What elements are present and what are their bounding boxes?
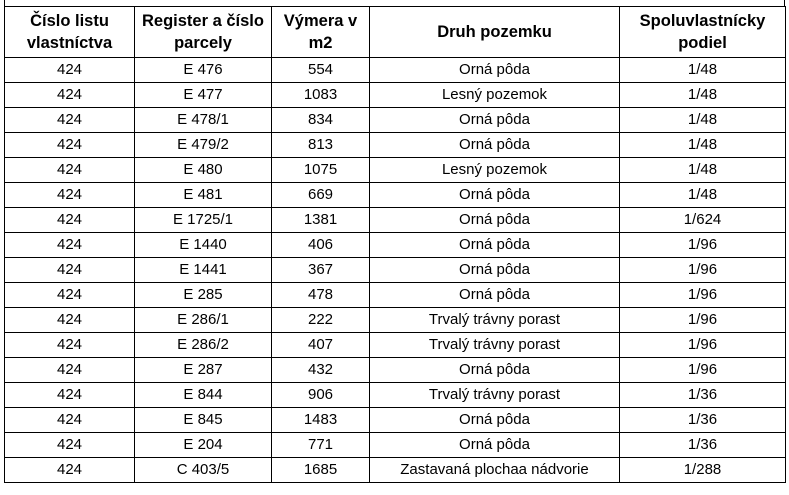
cell-land-type: Orná pôda: [370, 183, 620, 208]
cell-land-type: Trvalý trávny porast: [370, 383, 620, 408]
cell-register-parcel-number: E 481: [135, 183, 272, 208]
cell-ownership-sheet-number: 424: [5, 108, 135, 133]
cell-register-parcel-number: E 478/1: [135, 108, 272, 133]
cell-area-m2: 1483: [272, 408, 370, 433]
cell-ownership-sheet-number: 424: [5, 408, 135, 433]
cell-land-type: Lesný pozemok: [370, 158, 620, 183]
cell-register-parcel-number: E 286/1: [135, 308, 272, 333]
cell-register-parcel-number: E 285: [135, 283, 272, 308]
table-body: [5, 58, 786, 483]
cell-co-ownership-share: 1/96: [620, 233, 786, 258]
cell-register-parcel-number: E 480: [135, 158, 272, 183]
cell-register-parcel-number: E 287: [135, 358, 272, 383]
cell-ownership-sheet-number: 424: [5, 158, 135, 183]
cell-co-ownership-share: 1/96: [620, 358, 786, 383]
cell-co-ownership-share: 1/48: [620, 158, 786, 183]
table-row: [5, 183, 786, 208]
table-row: [5, 58, 786, 83]
cell-land-type: Orná pôda: [370, 433, 620, 458]
cell-register-parcel-number: E 845: [135, 408, 272, 433]
table-row: [5, 358, 786, 383]
cell-register-parcel-number: C 403/5: [135, 458, 272, 483]
cell-register-parcel-number: E 1440: [135, 233, 272, 258]
cell-area-m2: 367: [272, 258, 370, 283]
cell-ownership-sheet-number: 424: [5, 458, 135, 483]
table-header: [5, 7, 786, 58]
cell-co-ownership-share: 1/36: [620, 433, 786, 458]
cell-area-m2: 554: [272, 58, 370, 83]
cell-register-parcel-number: E 476: [135, 58, 272, 83]
cell-co-ownership-share: 1/96: [620, 258, 786, 283]
cell-register-parcel-number: E 204: [135, 433, 272, 458]
cell-register-parcel-number: E 479/2: [135, 133, 272, 158]
cell-co-ownership-share: 1/624: [620, 208, 786, 233]
parcel-table-container: [4, 6, 785, 483]
cell-area-m2: 813: [272, 133, 370, 158]
cell-area-m2: 406: [272, 233, 370, 258]
cell-ownership-sheet-number: 424: [5, 208, 135, 233]
cell-land-type: Orná pôda: [370, 258, 620, 283]
table-row: [5, 383, 786, 408]
cell-ownership-sheet-number: 424: [5, 233, 135, 258]
header-co-ownership-share: Spoluvlastnícky podiel: [620, 7, 786, 58]
table-row: [5, 308, 786, 333]
cell-ownership-sheet-number: 424: [5, 283, 135, 308]
cell-area-m2: 1685: [272, 458, 370, 483]
cell-co-ownership-share: 1/96: [620, 308, 786, 333]
cell-ownership-sheet-number: 424: [5, 83, 135, 108]
cell-register-parcel-number: E 286/2: [135, 333, 272, 358]
cell-land-type: Trvalý trávny porast: [370, 333, 620, 358]
cell-area-m2: 407: [272, 333, 370, 358]
cell-land-type: Zastavaná plochaa nádvorie: [370, 458, 620, 483]
cell-area-m2: 906: [272, 383, 370, 408]
table-row: [5, 208, 786, 233]
cell-ownership-sheet-number: 424: [5, 433, 135, 458]
cell-co-ownership-share: 1/36: [620, 408, 786, 433]
cell-ownership-sheet-number: 424: [5, 183, 135, 208]
cell-land-type: Orná pôda: [370, 108, 620, 133]
table-row: [5, 158, 786, 183]
table-row: [5, 333, 786, 358]
cell-co-ownership-share: 1/48: [620, 183, 786, 208]
cell-co-ownership-share: 1/48: [620, 83, 786, 108]
cell-land-type: Orná pôda: [370, 58, 620, 83]
table-row: [5, 108, 786, 133]
header-register-parcel-number: Register a číslo parcely: [135, 7, 272, 58]
cell-land-type: Orná pôda: [370, 233, 620, 258]
table-row: [5, 233, 786, 258]
cell-area-m2: 478: [272, 283, 370, 308]
cell-land-type: Orná pôda: [370, 358, 620, 383]
cell-co-ownership-share: 1/96: [620, 283, 786, 308]
cell-ownership-sheet-number: 424: [5, 383, 135, 408]
cell-area-m2: 1075: [272, 158, 370, 183]
header-row: [5, 7, 786, 58]
cell-co-ownership-share: 1/96: [620, 333, 786, 358]
table-row: [5, 283, 786, 308]
cell-register-parcel-number: E 477: [135, 83, 272, 108]
cell-area-m2: 1083: [272, 83, 370, 108]
header-land-type: Druh pozemku: [370, 7, 620, 58]
cell-ownership-sheet-number: 424: [5, 133, 135, 158]
cell-land-type: Orná pôda: [370, 208, 620, 233]
table-row: [5, 133, 786, 158]
table-row: [5, 433, 786, 458]
cell-ownership-sheet-number: 424: [5, 258, 135, 283]
cell-land-type: Orná pôda: [370, 408, 620, 433]
header-ownership-sheet-number: Číslo listu vlastníctva: [5, 7, 135, 58]
cell-ownership-sheet-number: 424: [5, 58, 135, 83]
table-row: [5, 83, 786, 108]
cell-register-parcel-number: E 844: [135, 383, 272, 408]
cell-area-m2: 222: [272, 308, 370, 333]
cell-area-m2: 1381: [272, 208, 370, 233]
parcel-table: [4, 6, 786, 483]
cell-land-type: Orná pôda: [370, 133, 620, 158]
cell-ownership-sheet-number: 424: [5, 308, 135, 333]
cell-co-ownership-share: 1/48: [620, 133, 786, 158]
table-row: [5, 258, 786, 283]
cell-ownership-sheet-number: 424: [5, 358, 135, 383]
cell-co-ownership-share: 1/48: [620, 108, 786, 133]
cell-area-m2: 432: [272, 358, 370, 383]
cell-register-parcel-number: E 1725/1: [135, 208, 272, 233]
cell-area-m2: 771: [272, 433, 370, 458]
cell-ownership-sheet-number: 424: [5, 333, 135, 358]
cell-co-ownership-share: 1/288: [620, 458, 786, 483]
cell-land-type: Trvalý trávny porast: [370, 308, 620, 333]
cell-co-ownership-share: 1/48: [620, 58, 786, 83]
cell-co-ownership-share: 1/36: [620, 383, 786, 408]
table-row: [5, 408, 786, 433]
cell-area-m2: 669: [272, 183, 370, 208]
cell-land-type: Lesný pozemok: [370, 83, 620, 108]
cell-land-type: Orná pôda: [370, 283, 620, 308]
table-row: [5, 458, 786, 483]
header-area-m2: Výmera v m2: [272, 7, 370, 58]
cell-area-m2: 834: [272, 108, 370, 133]
cell-register-parcel-number: E 1441: [135, 258, 272, 283]
